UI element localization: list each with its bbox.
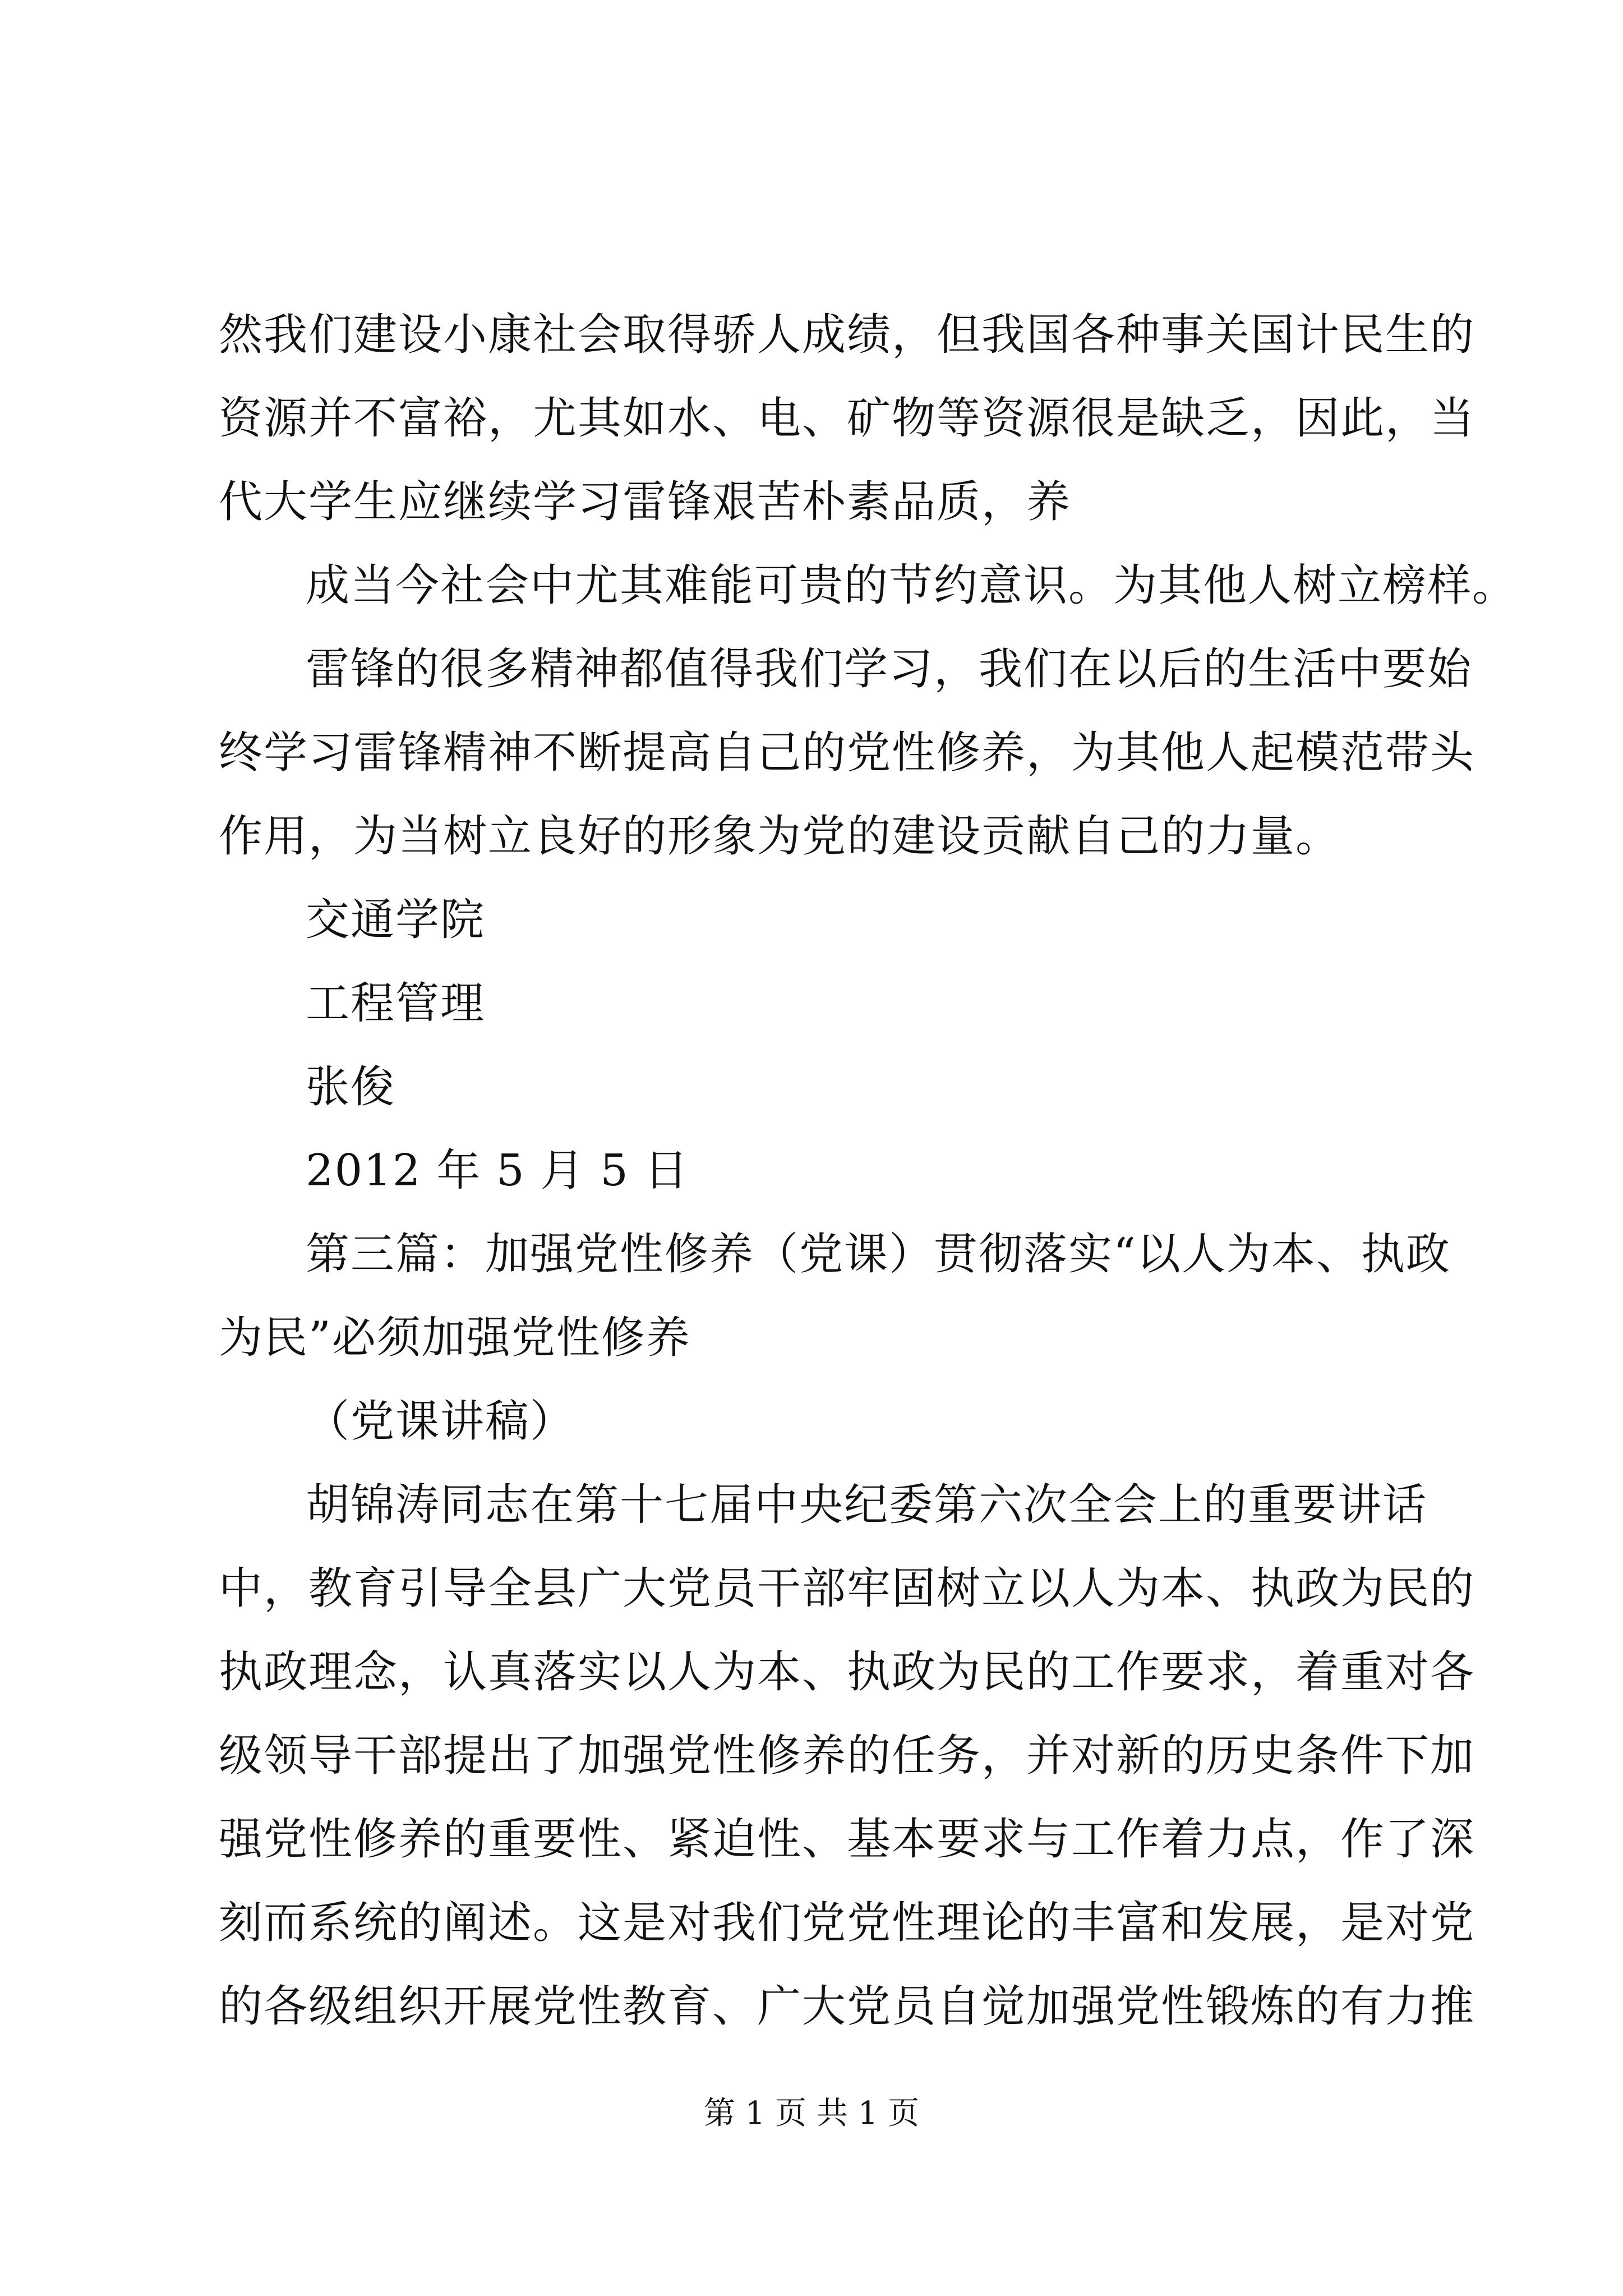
body-line-17: 执政理念，认真落实以人为本、执政为民的工作要求，着重对各: [219, 1647, 1476, 1697]
paragraph-leigeng-start: 雷锋的很多精神都值得我们学习，我们在以后的生活中要始: [306, 644, 1473, 694]
body-line-1: 然我们建设小康社会取得骄人成绩，但我国各种事关国计民生的: [219, 310, 1476, 360]
author-college: 交通学院: [306, 895, 486, 945]
body-line-18: 级领导干部提出了加强党性修养的任务，并对新的历史条件下加: [219, 1731, 1476, 1781]
body-line-6: 终学习雷锋精神不断提高自己的党性修养，为其他人起模范带头: [219, 728, 1476, 778]
author-major: 工程管理: [306, 978, 486, 1029]
body-line-21: 的各级组织开展党性教育、广大党员自觉加强党性锻炼的有力推: [219, 1981, 1476, 2032]
body-line-4: 成当今社会中尤其难能可贵的节约意识。为其他人树立榜样。: [306, 560, 1518, 611]
paragraph-hu-start: 胡锦涛同志在第十七届中央纪委第六次全会上的重要讲话: [306, 1480, 1428, 1530]
author-name: 张俊: [306, 1062, 396, 1112]
page-number-footer: 第 1 页 共 1 页: [703, 2095, 920, 2132]
section-title-line-1: 第三篇：加强党性修养（党课）贯彻落实“以人为本、执政: [306, 1229, 1451, 1280]
body-line-3: 代大学生应继续学习雷锋艰苦朴素品质，养: [219, 477, 1072, 527]
body-line-19: 强党性修养的重要性、紧迫性、基本要求与工作着力点，作了深: [219, 1814, 1476, 1865]
body-line-16: 中，教育引导全县广大党员干部牢固树立以人为本、执政为民的: [219, 1563, 1476, 1614]
section-title-line-2: 为民”必须加强党性修养: [219, 1313, 691, 1363]
body-line-20: 刻而系统的阐述。这是对我们党党性理论的丰富和发展，是对党: [219, 1898, 1476, 1948]
author-date: 2012 年 5 月 5 日: [306, 1145, 689, 1196]
section-subtitle: （党课讲稿）: [306, 1396, 575, 1447]
body-line-2: 资源并不富裕，尤其如水、电、矿物等资源很是缺乏，因此，当: [219, 393, 1476, 444]
body-line-7: 作用，为当树立良好的形象为党的建设贡献自己的力量。: [219, 811, 1341, 862]
